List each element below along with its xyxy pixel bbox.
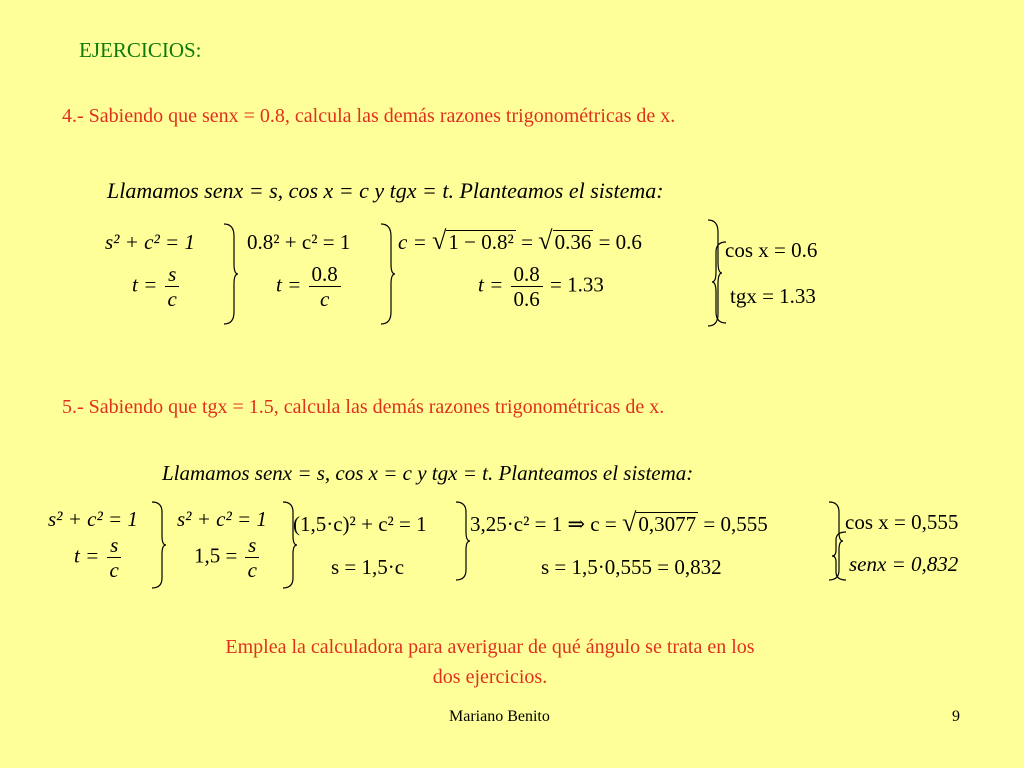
ex4-sys2-eq2: t = $\frac{0.8}{c}$ bbox=[276, 262, 343, 311]
ex5-result-brace bbox=[832, 530, 846, 582]
ex5-result-cos: cos x = 0,555 bbox=[845, 510, 959, 534]
page-number: 9 bbox=[952, 708, 960, 725]
ex5-sys1-eq2: t = $\frac{s}{c}$ bbox=[74, 533, 124, 582]
ex5-sys2-eq1: s² + c² = 1 bbox=[177, 507, 267, 531]
ex5-brace-1 bbox=[152, 500, 166, 590]
ex5-sys1-eq1: s² + c² = 1 bbox=[48, 507, 138, 531]
ex5-sys4-eq1: 3,25·c² = 1 ⇒ c = √0,3077 = 0,555 bbox=[470, 508, 768, 537]
ex5-sys3-eq2: s = 1,5·c bbox=[331, 555, 405, 579]
exercise-5-statement: 5.- Sabiendo que tgx = 1.5, calcula las demás razones trigonométricas de x. bbox=[62, 396, 665, 418]
page-title: EJERCICIOS: bbox=[79, 38, 202, 62]
ex4-sys3-eq2: t = $\frac{0.8}{0.6}$ = 1.33 bbox=[478, 262, 604, 312]
exercise-4-intro: Llamamos senx = s, cos x = c y tgx = t. Planteamos el sistema: bbox=[107, 178, 664, 203]
ex5-brace-3 bbox=[456, 500, 470, 582]
footer-author: Mariano Benito bbox=[449, 708, 550, 725]
exercise-5-intro: Llamamos senx = s, cos x = c y tgx = t. Planteamos el sistema: bbox=[162, 461, 694, 485]
ex4-sys1-eq1: s² + c² = 1 bbox=[105, 230, 195, 254]
ex4-brace-2 bbox=[381, 222, 395, 326]
ex4-sys1-eq2: t = $\frac{s}{c}$ bbox=[132, 262, 182, 311]
note-line-1: Emplea la calculadora para averiguar de qué ángulo se trata en los bbox=[225, 636, 755, 658]
ex4-result-tg: tgx = 1.33 bbox=[730, 284, 816, 308]
ex5-sys3-eq1: (1,5·c)² + c² = 1 bbox=[293, 512, 427, 536]
ex5-sys2-eq2: 1,5 = $\frac{s}{c}$ bbox=[194, 533, 262, 582]
note-line-2: dos ejercicios. bbox=[432, 666, 548, 688]
ex4-sys2-eq1: 0.8² + c² = 1 bbox=[247, 230, 351, 254]
ex4-result-brace bbox=[712, 240, 726, 325]
ex4-result-cos: cos x = 0.6 bbox=[725, 238, 818, 262]
ex5-sys4-eq2: s = 1,5·0,555 = 0,832 bbox=[541, 555, 722, 579]
ex5-result-sen: senx = 0,832 bbox=[849, 552, 959, 576]
exercise-4-statement: 4.- Sabiendo que senx = 0.8, calcula las demás razones trigonométricas de x. bbox=[62, 105, 676, 127]
ex4-sys3-eq1: c = √1 − 0.8² = √0.36 = 0.6 bbox=[398, 226, 642, 255]
ex4-brace-1 bbox=[224, 222, 238, 326]
